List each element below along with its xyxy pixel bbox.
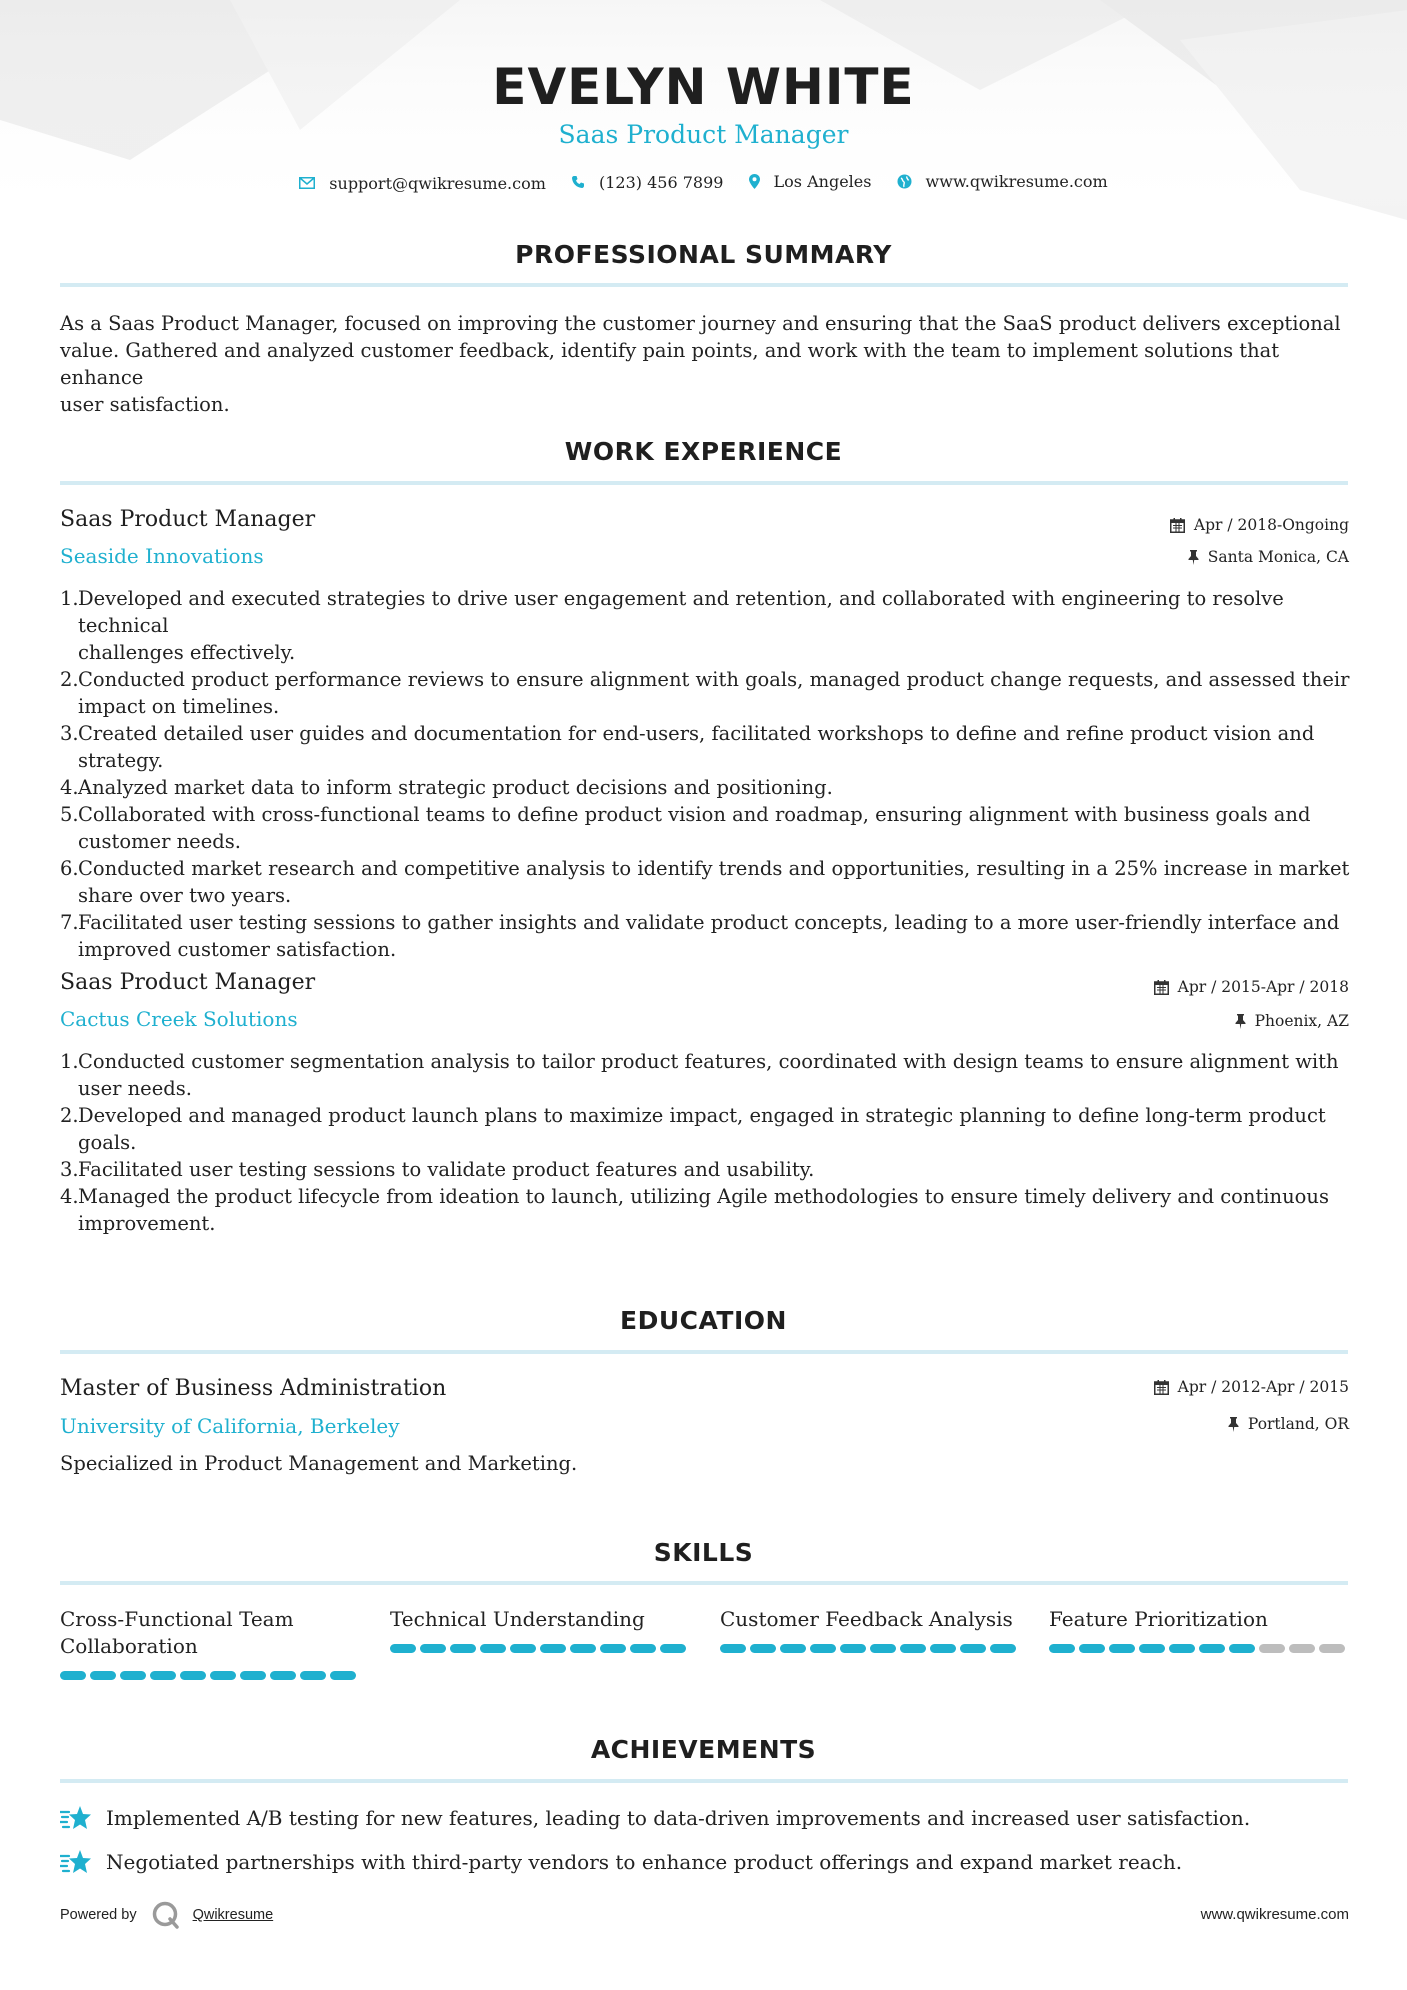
candidate-name: EVELYN WHITE [492, 58, 915, 116]
achievement-item [60, 1805, 1250, 1831]
school-name: University of California, Berkeley [60, 1414, 400, 1438]
section-title-skills: SKILLS [653, 1538, 754, 1567]
pushpin-icon [1228, 1417, 1239, 1432]
skill-name: Technical Understanding [390, 1607, 645, 1631]
phone-text: (123) 456 7899 [598, 172, 724, 192]
skill-dot-filled [510, 1644, 536, 1653]
job-dates [1154, 978, 1349, 996]
candidate-role: Saas Product Manager [558, 120, 849, 149]
list-item: 3. Created detailed user guides and documentation for end-users, facilitated workshops to define and refine product vision and strategy. [60, 722, 1315, 772]
envelope-icon [299, 177, 315, 189]
footer-powered-by [60, 1900, 273, 1930]
contact-phone[interactable] [571, 173, 723, 192]
company-name: Seaside Innovations [60, 544, 264, 568]
job-bullets [60, 585, 1352, 963]
skill-dot-filled [870, 1644, 896, 1653]
footer-website-link[interactable]: www.qwikresume.com [1200, 1906, 1349, 1923]
skill-dot-filled [840, 1644, 866, 1653]
email-text: support@qwikresume.com [329, 173, 546, 193]
list-item: 5. Collaborated with cross-functional teams to define product vision and roadmap, ensuring alignment with business goals and customer needs. [60, 803, 1311, 853]
company-name: Cactus Creek Solutions [60, 1007, 298, 1031]
skill-dot-filled [480, 1644, 506, 1653]
list-item: 1. Developed and executed strategies to drive user engagement and retention, and collaborated with engineering to resolve technical challenges effectively. [60, 587, 1284, 664]
list-item: 4. Analyzed market data to inform strategic product decisions and positioning. [60, 776, 833, 799]
skill-dot-filled [660, 1644, 686, 1653]
qwikresume-link[interactable]: Qwikresume [192, 1907, 274, 1923]
job-location [1235, 1012, 1349, 1030]
skill-dot-filled [1109, 1644, 1135, 1653]
skill-dot-filled [390, 1644, 416, 1653]
skill-item [720, 1606, 1020, 1653]
calendar-icon [1154, 980, 1169, 995]
skill-dot-filled [930, 1644, 956, 1653]
skill-dot-filled [300, 1671, 326, 1680]
skill-dot-filled [570, 1644, 596, 1653]
star-icon [60, 1805, 92, 1831]
skill-dot-filled [960, 1644, 986, 1653]
list-item: 4. Managed the product lifecycle from ideation to launch, utilizing Agile methodologies to ensure timely delivery and continuous improvement. [60, 1185, 1329, 1235]
summary-text [60, 310, 1350, 418]
skill-item [390, 1606, 690, 1653]
star-icon [60, 1849, 92, 1875]
summary-line: user satisfaction. [60, 393, 230, 416]
job-dates [1170, 516, 1349, 534]
job-location [1188, 548, 1349, 566]
list-item: 3. Facilitated user testing sessions to validate product features and usability. [60, 1158, 815, 1181]
contact-email[interactable] [299, 174, 546, 193]
skill-dot-filled [1049, 1644, 1075, 1653]
skill-dot-filled [810, 1644, 836, 1653]
job-location-text: Santa Monica, CA [1207, 548, 1349, 566]
achievement-text: Negotiated partnerships with third-party vendors to enhance product offerings and expand market reach. [106, 1850, 1183, 1874]
skill-dot-filled [600, 1644, 626, 1653]
education-note: Specialized in Product Management and Marketing. [60, 1452, 578, 1475]
skill-dot-filled [540, 1644, 566, 1653]
skill-dot-empty [1289, 1644, 1315, 1653]
skill-dot-filled [750, 1644, 776, 1653]
section-divider [60, 481, 1348, 485]
qwikresume-logo-icon [151, 1900, 181, 1930]
list-item: 2. Developed and managed product launch plans to maximize impact, engaged in strategic planning to define long-term product goals. [60, 1104, 1326, 1154]
job-title: Saas Product Manager [60, 507, 316, 532]
skill-dot-filled [1169, 1644, 1195, 1653]
job-dates-text: Apr / 2015-Apr / 2018 [1177, 978, 1349, 996]
section-divider [60, 283, 1348, 287]
job-bullets [60, 1048, 1352, 1237]
skill-dot-filled [270, 1671, 296, 1680]
skill-name: Feature Prioritization [1049, 1607, 1268, 1631]
job-location-text: Phoenix, AZ [1254, 1012, 1349, 1030]
section-title-education: EDUCATION [620, 1306, 787, 1335]
skill-dot-filled [1139, 1644, 1165, 1653]
skill-dot-filled [630, 1644, 656, 1653]
website-text: www.qwikresume.com [925, 172, 1108, 191]
phone-icon [571, 175, 585, 189]
skill-dot-filled [450, 1644, 476, 1653]
skill-dot-filled [1199, 1644, 1225, 1653]
skill-dot-filled [240, 1671, 266, 1680]
skill-dot-filled [330, 1671, 356, 1680]
skill-dot-empty [1259, 1644, 1285, 1653]
pushpin-icon [1188, 550, 1199, 565]
pushpin-icon [1235, 1014, 1246, 1029]
skill-dot-filled [900, 1644, 926, 1653]
list-item: 2. Conducted product performance reviews to ensure alignment with goals, managed product change requests, and assessed their impact on timelines. [60, 668, 1350, 718]
skill-dot-filled [1079, 1644, 1105, 1653]
skill-item [1049, 1606, 1349, 1653]
summary-line: As a Saas Product Manager, focused on improving the customer journey and ensuring that the SaaS product delivers exceptional [60, 312, 1341, 335]
map-pin-icon [749, 174, 760, 189]
skill-dot-filled [120, 1671, 146, 1680]
achievement-text: Implemented A/B testing for new features, leading to data-driven improvements and increased user satisfaction. [106, 1806, 1251, 1830]
section-title-experience: WORK EXPERIENCE [564, 437, 843, 466]
list-item: 6. Conducted market research and competitive analysis to identify trends and opportunities, resulting in a 25% increase in market share over two years. [60, 857, 1350, 907]
skill-level [720, 1644, 1020, 1653]
skill-dot-filled [90, 1671, 116, 1680]
globe-icon [897, 174, 912, 189]
education-location-text: Portland, OR [1247, 1415, 1349, 1433]
calendar-icon [1154, 1380, 1169, 1395]
location-text: Los Angeles [773, 172, 872, 191]
education-dates [1154, 1378, 1349, 1396]
section-divider [60, 1779, 1348, 1783]
job-dates-text: Apr / 2018-Ongoing [1193, 516, 1349, 534]
skill-dot-filled [990, 1644, 1016, 1653]
job-title: Saas Product Manager [60, 970, 316, 995]
degree-title: Master of Business Administration [60, 1376, 447, 1401]
section-title-summary: PROFESSIONAL SUMMARY [515, 240, 892, 269]
skill-dot-empty [1319, 1644, 1345, 1653]
section-divider [60, 1350, 1348, 1354]
section-title-achievements: ACHIEVEMENTS [590, 1735, 817, 1764]
skill-dot-filled [150, 1671, 176, 1680]
skill-level [390, 1644, 690, 1653]
powered-by-label: Powered by [60, 1907, 137, 1923]
contact-bar [0, 172, 1407, 193]
contact-website[interactable] [897, 172, 1108, 191]
summary-line: value. Gathered and analyzed customer feedback, identify pain points, and work with the team to implement solutions that enhance [60, 339, 1280, 389]
skill-dot-filled [780, 1644, 806, 1653]
education-dates-text: Apr / 2012-Apr / 2015 [1177, 1378, 1349, 1396]
skill-level [1049, 1644, 1349, 1653]
skill-dot-filled [1229, 1644, 1255, 1653]
contact-location [749, 172, 872, 191]
calendar-icon [1170, 518, 1185, 533]
skill-dot-filled [210, 1671, 236, 1680]
skill-dot-filled [60, 1671, 86, 1680]
skill-dot-filled [720, 1644, 746, 1653]
skill-item [60, 1606, 360, 1680]
list-item: 7. Facilitated user testing sessions to gather insights and validate product concepts, leading to a more user-friendly interface and improved customer satisfaction. [60, 911, 1340, 961]
skill-name: Customer Feedback Analysis [720, 1607, 1013, 1631]
education-location [1228, 1415, 1349, 1433]
skill-dot-filled [420, 1644, 446, 1653]
skill-dot-filled [180, 1671, 206, 1680]
skill-level [60, 1671, 360, 1680]
achievement-item [60, 1849, 1182, 1875]
list-item: 1. Conducted customer segmentation analysis to tailor product features, coordinated with design teams to ensure alignment with user needs. [60, 1050, 1339, 1100]
section-divider [60, 1581, 1348, 1585]
skill-name: Cross-Functional Team Collaboration [60, 1607, 294, 1658]
